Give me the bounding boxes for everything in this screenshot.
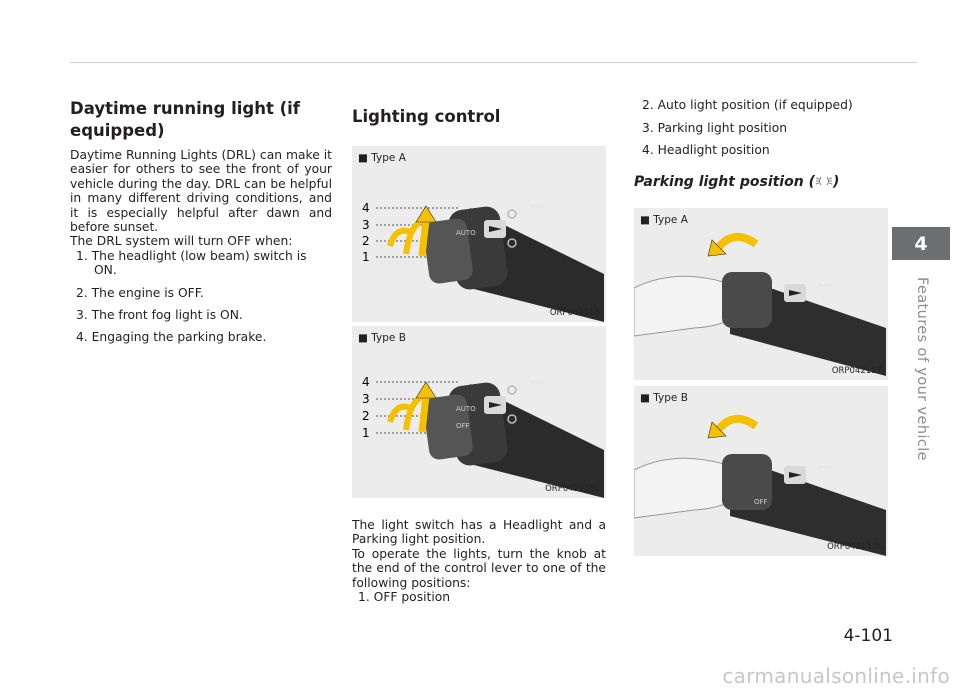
drl-section [70,98,332,353]
figure-label: ■ Type A [640,213,688,226]
svg-text:OFF: OFF [456,422,470,430]
drl-title-line2: equipped) [70,121,165,140]
lighting-figure-type-b [352,326,606,498]
drl-off-intro: The DRL system will turn OFF when: [70,234,293,249]
parking-title-suffix: ) [832,173,840,190]
list-item: 3. Parking light position [642,120,788,135]
parking-figure-type-a [634,208,888,380]
figure-code: ORP042115L [545,484,600,494]
hand-on-stalk-illustration [634,386,888,556]
svg-text:⇦⇨: ⇦⇨ [530,378,546,388]
position-2-label: 2 [362,409,370,423]
positions-list-continued [634,98,888,158]
svg-text:AUTO: AUTO [456,405,476,413]
parking-light-icon [815,174,833,190]
figure-label: ■ Type B [358,332,406,344]
stalk-illustration [352,146,606,322]
position-3-label: 3 [362,392,370,406]
lighting-para1: The light switch has a Headlight and a Parking light position. [352,518,606,547]
position-4-label: 4 [362,201,370,215]
svg-text:OFF: OFF [754,497,768,506]
svg-text:⇦⇨: ⇦⇨ [818,280,834,291]
list-item: 3. The front fog light is ON. [76,308,243,323]
list-item: 4. Engaging the parking brake. [76,330,267,345]
lighting-para2: To operate the lights, turn the knob at the end of the control lever to one of the following positions: [352,546,606,590]
svg-text:AUTO: AUTO [456,229,476,237]
position-1-label: 1 [362,250,370,264]
chapter-title-text: Features of your vehicle [914,277,930,461]
position-4-label: 4 [362,375,370,389]
figure-label: ■ Type A [358,152,406,164]
drl-conditions-list [70,249,332,345]
position-3-label: 3 [362,218,370,232]
chapter-tab: 4 [892,227,950,260]
position-2-label: 2 [362,234,370,248]
figure-code: ORP042117 [831,365,882,376]
position-1-label: 1 [362,426,370,440]
drl-title-line1: Daytime running light (if [70,99,300,118]
parking-title-text: Parking light position ( [634,173,815,190]
parking-title [634,172,888,192]
lighting-section [352,98,606,604]
list-item: 1. The headlight (low beam) switch is ON. [76,248,307,278]
list-item: 2. Auto light position (if equipped) [642,98,853,112]
stalk-illustration [352,326,606,498]
list-item: 1. OFF position [358,590,451,605]
list-item: 4. Headlight position [642,143,770,158]
lighting-figure-type-a [352,146,606,322]
lighting-title: Lighting control [352,107,501,126]
figure-label: ■ Type B [640,391,688,404]
figure-code: ORP042115 [549,308,600,318]
list-item: 2. The engine is OFF. [76,285,204,300]
positions-list-start [352,590,606,604]
parking-section [634,98,888,556]
watermark: carmanualsonline.info [722,664,950,688]
page-number: 4-101 [843,626,893,646]
svg-text:⇦⇨: ⇦⇨ [818,462,834,473]
figure-code: ORP042117L [827,541,882,552]
hand-on-stalk-illustration [634,208,888,380]
drl-intro: Daytime Running Lights (DRL) can make it easier for others to see the front of your vehicle during the day. DRL can be helpful in many different driving conditions, and it is especially helpful after dawn and before sunset. [70,148,332,235]
parking-figure-type-b [634,386,888,556]
top-rule [70,62,918,63]
drl-title [70,98,332,142]
svg-text:⇦⇨: ⇦⇨ [530,202,546,212]
